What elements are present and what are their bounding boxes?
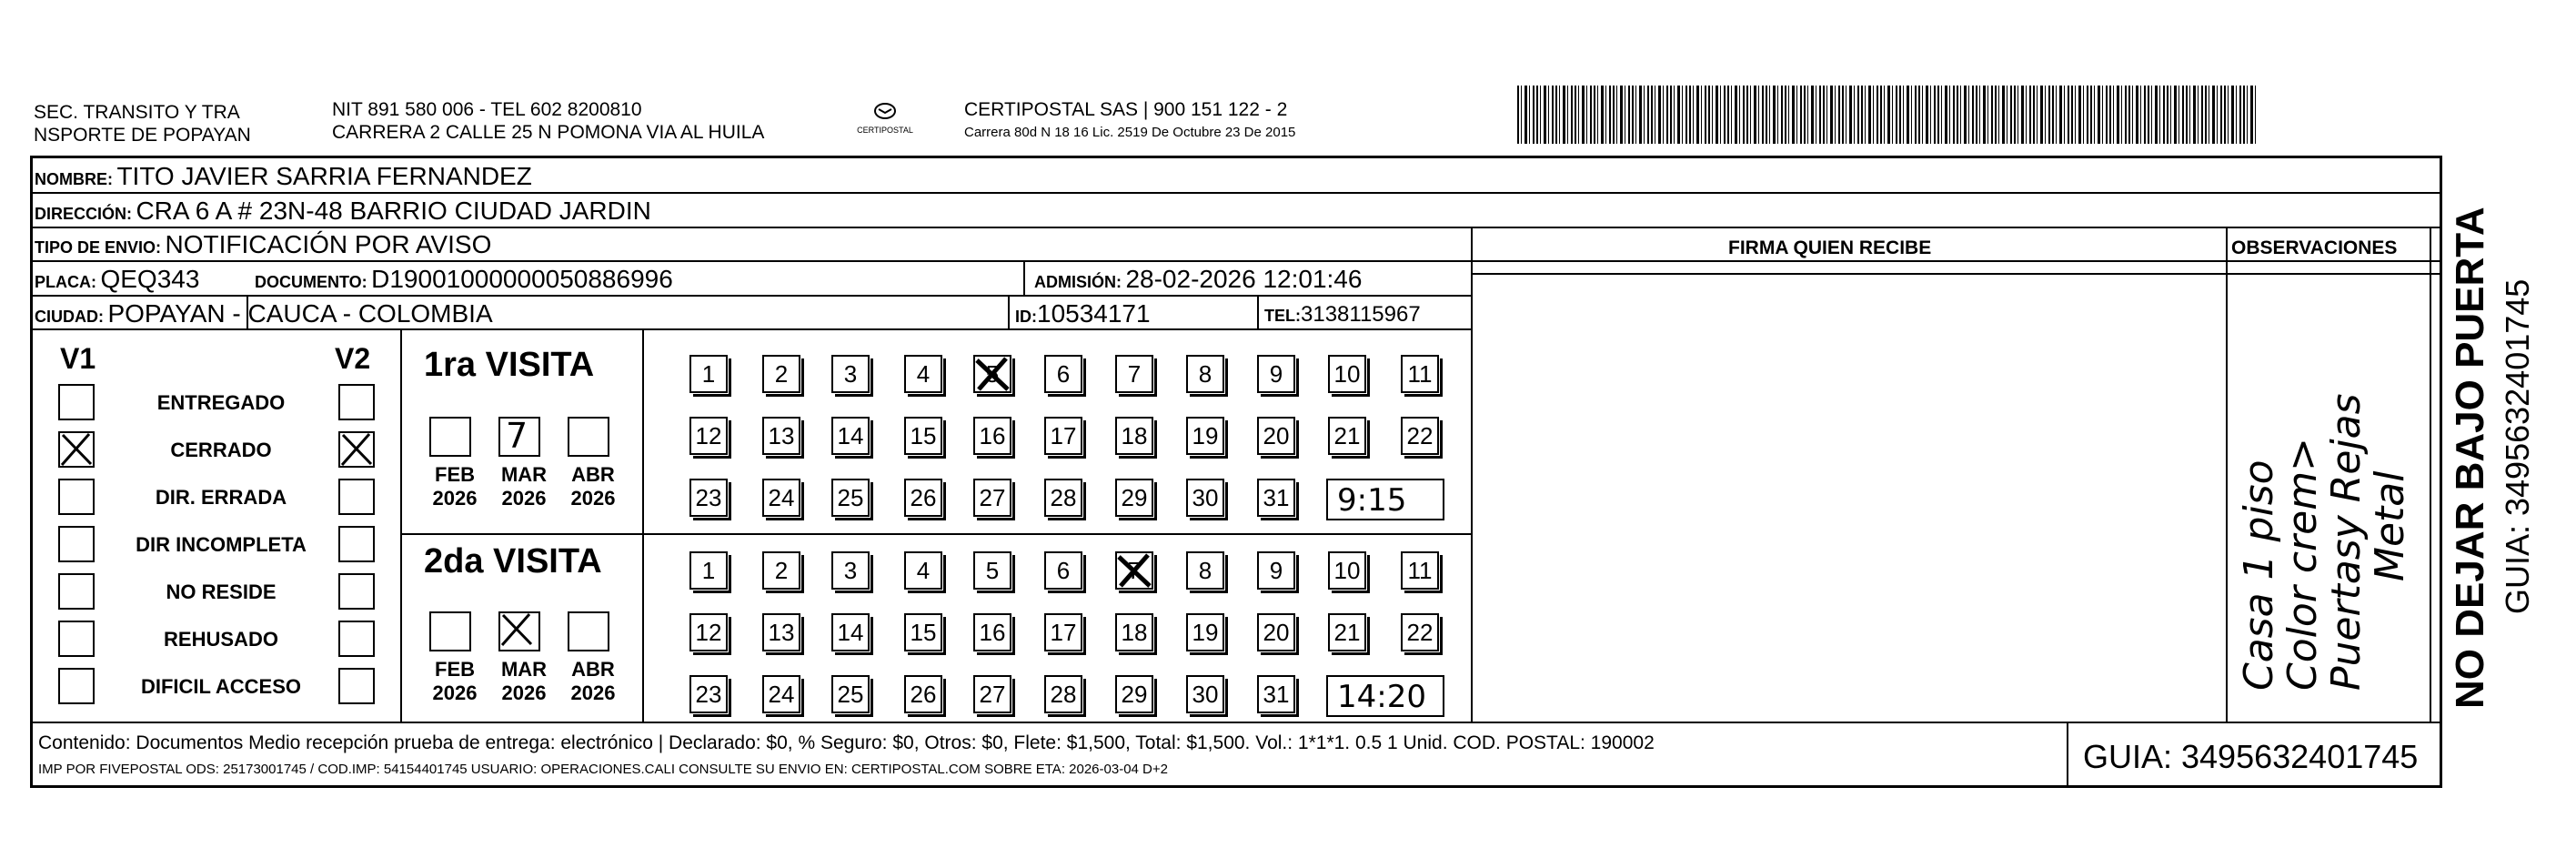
visit2-day-box[interactable] (904, 613, 942, 651)
admision-value: 28-02-2026 12:01:46 (1125, 265, 1363, 293)
visit1-day-number: 20 (1263, 422, 1290, 449)
sender-nit: NIT 891 580 006 - TEL 602 8200810 (332, 99, 642, 120)
visit2-day-box[interactable] (689, 551, 728, 590)
visit1-day-number: 5 (985, 360, 1000, 388)
visit2-day-number: 27 (979, 681, 1006, 708)
visit1-day-box[interactable] (904, 417, 942, 455)
visit2-day-box[interactable] (973, 675, 1011, 713)
nombre-row (35, 164, 532, 189)
visit2-month-name: ABR (571, 658, 615, 681)
visit1-day-number: 12 (695, 422, 722, 449)
visit1-day-box[interactable] (1044, 417, 1082, 455)
visit1-day-number: 23 (695, 484, 722, 511)
company-name: CERTIPOSTAL SAS | 900 151 122 - 2 (964, 99, 1288, 120)
visit1-month-box-1[interactable] (498, 417, 540, 457)
placa-cell (35, 267, 199, 292)
visit2-day-box[interactable] (762, 675, 800, 713)
visit2-day-number: 24 (768, 681, 795, 708)
visit1-day-number: 10 (1333, 360, 1361, 388)
visit1-day-box[interactable] (1044, 479, 1082, 517)
visit1-day-number: 31 (1263, 484, 1290, 511)
ciudad-label: CIUDAD: (35, 308, 104, 326)
tel-cell (1264, 304, 1421, 326)
visit1-day-box[interactable] (1257, 479, 1295, 517)
v2-checkbox-5[interactable] (338, 621, 375, 657)
visit1-day-number: 9 (1269, 360, 1283, 388)
nombre-value: TITO JAVIER SARRIA FERNANDEZ (116, 162, 532, 190)
v2-checkbox-2[interactable] (338, 479, 375, 515)
visit2-day-number: 17 (1050, 619, 1077, 646)
visit2-day-box[interactable] (1186, 551, 1224, 590)
v2-checkbox-3[interactable] (338, 526, 375, 562)
visit1-day-number: 28 (1050, 484, 1077, 511)
visit2-day-box[interactable] (831, 613, 870, 651)
documento-label: DOCUMENTO: (255, 273, 367, 291)
visit1-day-number: 4 (916, 360, 931, 388)
visit2-day-number: 28 (1050, 681, 1077, 708)
visit1-day-number: 21 (1333, 422, 1361, 449)
visit1-month-year: 2026 (432, 487, 478, 510)
visit1-month-year: 2026 (570, 487, 616, 510)
visit1-day-box[interactable] (1186, 417, 1224, 455)
visit1-title: 1ra VISITA (424, 346, 595, 384)
visit2-day-number: 30 (1192, 681, 1219, 708)
observaciones-area (2231, 278, 2426, 718)
visit1-day-box[interactable] (831, 355, 870, 393)
footer-contenido: Contenido: Documentos Medio recepción prueba de entrega: electrónico | Declarado: $0, % Seguro: $0, Otros: $0, Flete: $1,500, Total: $1,500. Vol.: 1*1*1. 0.5 1 Unid. COD. POSTAL: 190002 (38, 732, 1655, 753)
visit2-day-number: 26 (910, 681, 937, 708)
v1-checkbox-0[interactable] (58, 384, 95, 420)
documento-value: D19001000000050886996 (371, 265, 673, 293)
documento-cell (255, 267, 673, 292)
visit1-day-box[interactable] (1186, 355, 1224, 393)
visit1-time-box[interactable] (1326, 479, 1444, 520)
visit1-day-number: 1 (701, 360, 716, 388)
visit2-time-box[interactable] (1326, 675, 1444, 717)
status-label: CERRADO (170, 439, 272, 461)
visit1-day-box[interactable] (1257, 417, 1295, 455)
visit1-day-number: 7 (1127, 360, 1142, 388)
visit2-title: 2da VISITA (424, 542, 602, 580)
visit2-day-box[interactable] (762, 551, 800, 590)
tel-value: 3138115967 (1301, 302, 1421, 327)
status-label: DIR. ERRADA (155, 486, 287, 509)
v1-checkbox-6[interactable] (58, 668, 95, 704)
id-value: 10534171 (1037, 299, 1151, 328)
visit2-day-number: 29 (1121, 681, 1148, 708)
visit2-day-number: 13 (768, 619, 795, 646)
visit1-day-number: 25 (837, 484, 864, 511)
id-cell (1015, 301, 1151, 327)
visit2-day-number: 1 (701, 557, 716, 584)
firma-header: FIRMA QUIEN RECIBE (1728, 237, 1932, 258)
visit1-day-box[interactable] (1044, 355, 1082, 393)
ciudad-cell (35, 301, 493, 327)
visit2-day-box[interactable] (689, 675, 728, 713)
visit2-day-box[interactable] (1257, 613, 1295, 651)
visit1-day-box[interactable] (973, 417, 1011, 455)
visit2-day-number: 2 (774, 557, 789, 584)
visit2-day-number: 19 (1192, 619, 1219, 646)
visit2-day-number: 21 (1333, 619, 1361, 646)
visit2-month-name: FEB (435, 658, 475, 681)
barcode (1517, 86, 2256, 144)
v2-header: V2 (335, 342, 371, 375)
visit2-day-box[interactable] (904, 551, 942, 590)
visit1-day-box[interactable] (1328, 417, 1366, 455)
v1-checkbox-1[interactable] (58, 431, 95, 468)
status-label: NO RESIDE (166, 580, 277, 603)
visit1-day-number: 19 (1192, 422, 1219, 449)
sender-name-line1: SEC. TRANSITO Y TRA (34, 102, 240, 123)
visit2-day-box[interactable] (1186, 613, 1224, 651)
v1-checkbox-4[interactable] (58, 573, 95, 610)
visit2-day-box[interactable] (1328, 613, 1366, 651)
visit1-day-number: 13 (768, 422, 795, 449)
observaciones-line: Casa 1 piso (2236, 459, 2282, 691)
direccion-value: CRA 6 A # 23N-48 BARRIO CIUDAD JARDIN (136, 197, 651, 225)
visit1-month-mark: 7 (506, 416, 528, 456)
placa-value: QEQ343 (100, 265, 200, 293)
visit2-day-box[interactable] (831, 551, 870, 590)
observaciones-header: OBSERVACIONES (2231, 237, 2398, 258)
visit1-day-box[interactable] (762, 417, 800, 455)
visit2-day-box[interactable] (1257, 675, 1295, 713)
visit1-day-box[interactable] (904, 355, 942, 393)
visit1-day-number: 30 (1192, 484, 1219, 511)
visit1-day-number: 3 (843, 360, 858, 388)
visit1-day-box[interactable] (973, 355, 1011, 393)
visit2-day-number: 9 (1269, 557, 1283, 584)
visit2-month-box-0[interactable] (429, 611, 471, 651)
visit2-day-box[interactable] (904, 675, 942, 713)
visit2-day-number: 5 (985, 557, 1000, 584)
no-dejar-bajo-puerta: NO DEJAR BAJO PUERTA (2448, 207, 2492, 709)
v1-checkbox-5[interactable] (58, 621, 95, 657)
visit1-day-box[interactable] (831, 417, 870, 455)
visit1-month-year: 2026 (501, 487, 547, 510)
side-guia: GUIA: 3495632401745 (2499, 278, 2536, 614)
admision-cell (1034, 267, 1362, 292)
sender-address: CARRERA 2 CALLE 25 N POMONA VIA AL HUILA (332, 122, 765, 143)
visit2-month-year: 2026 (501, 681, 547, 704)
visit2-month-box-1[interactable] (498, 611, 540, 651)
visit2-day-number: 7 (1127, 557, 1142, 584)
visit1-day-number: 17 (1050, 422, 1077, 449)
visit1-day-number: 2 (774, 360, 789, 388)
v2-checkbox-1[interactable] (338, 431, 375, 468)
visit1-day-box[interactable] (973, 479, 1011, 517)
visit2-day-box[interactable] (1044, 613, 1082, 651)
visit1-day-number: 16 (979, 422, 1006, 449)
visit2-day-number: 15 (910, 619, 937, 646)
visit1-day-box[interactable] (1115, 479, 1153, 517)
visit1-month-box-0[interactable] (429, 417, 471, 457)
visit1-day-box[interactable] (831, 479, 870, 517)
visit2-day-box[interactable] (1401, 551, 1439, 590)
visit1-day-box[interactable] (689, 355, 728, 393)
visit2-day-box[interactable] (1328, 551, 1366, 590)
visit1-day-box[interactable] (1401, 417, 1439, 455)
visit2-day-box[interactable] (1115, 551, 1153, 590)
visit1-month-box-2[interactable] (568, 417, 609, 457)
company-license: Carrera 80d N 18 16 Lic. 2519 De Octubre 23 De 2015 (964, 125, 1296, 140)
tipo-envio-label: TIPO DE ENVIO: (35, 238, 162, 257)
sender-name-line2: NSPORTE DE POPAYAN (34, 125, 251, 146)
visit2-day-box[interactable] (1115, 675, 1153, 713)
ciudad-value: POPAYAN - CAUCA - COLOMBIA (107, 299, 493, 328)
observaciones-line: Metal (2367, 470, 2413, 581)
visit2-month-year: 2026 (432, 681, 478, 704)
visit2-day-box[interactable] (973, 551, 1011, 590)
direccion-row (35, 198, 651, 224)
visit2-month-box-2[interactable] (568, 611, 609, 651)
status-label: REHUSADO (164, 628, 278, 651)
id-label: ID: (1015, 308, 1037, 326)
visit1-day-box[interactable] (1401, 355, 1439, 393)
tipo-envio-value: NOTIFICACIÓN POR AVISO (165, 230, 492, 258)
visit1-day-box[interactable] (689, 479, 728, 517)
visit1-day-box[interactable] (1328, 355, 1366, 393)
visit2-day-box[interactable] (1257, 551, 1295, 590)
visit2-day-box[interactable] (831, 675, 870, 713)
nombre-label: NOMBRE: (35, 170, 113, 188)
v2-checkbox-6[interactable] (338, 668, 375, 704)
logo-text: CERTIPOSTAL (857, 126, 913, 135)
visit1-day-number: 18 (1121, 422, 1148, 449)
certipostal-logo (844, 96, 926, 140)
v1-checkbox-3[interactable] (58, 526, 95, 562)
visit2-day-number: 16 (979, 619, 1006, 646)
visit2-day-box[interactable] (762, 613, 800, 651)
footer-imp: IMP POR FIVEPOSTAL ODS: 25173001745 / COD.IMP: 54154401745 USUARIO: OPERACIONES.CALI CONSULTE SU ENVIO EN: CERTIPOSTAL.COM SOBRE ETA: 2026-03-04 D+2 (38, 762, 1168, 777)
visit2-day-number: 23 (695, 681, 722, 708)
v2-checkbox-0[interactable] (338, 384, 375, 420)
visit1-day-number: 27 (979, 484, 1006, 511)
visit2-day-box[interactable] (1401, 613, 1439, 651)
v1-header: V1 (60, 342, 96, 375)
visit2-month-year: 2026 (570, 681, 616, 704)
placa-label: PLACA: (35, 273, 96, 291)
visit2-day-number: 18 (1121, 619, 1148, 646)
visit1-day-box[interactable] (1257, 355, 1295, 393)
admision-label: ADMISIÓN: (1034, 273, 1122, 291)
visit2-day-box[interactable] (1044, 551, 1082, 590)
visit1-day-number: 24 (768, 484, 795, 511)
visit1-day-number: 11 (1407, 360, 1433, 388)
v2-checkbox-4[interactable] (338, 573, 375, 610)
footer-guia: GUIA: 3495632401745 (2083, 738, 2419, 775)
visit1-day-box[interactable] (1115, 417, 1153, 455)
visit2-day-number: 3 (843, 557, 858, 584)
status-label: DIFICIL ACCESO (140, 675, 301, 698)
visit1-day-number: 29 (1121, 484, 1148, 511)
visit2-day-box[interactable] (1186, 675, 1224, 713)
visit2-day-box[interactable] (973, 613, 1011, 651)
visit2-day-number: 8 (1198, 557, 1213, 584)
visit1-day-box[interactable] (904, 479, 942, 517)
visit1-month-name: FEB (435, 463, 475, 486)
visit2-day-number: 31 (1263, 681, 1290, 708)
visit1-day-number: 8 (1198, 360, 1213, 388)
visit1-day-number: 22 (1406, 422, 1434, 449)
visit1-day-number: 15 (910, 422, 937, 449)
visit2-day-number: 11 (1407, 557, 1433, 584)
v1-checkbox-2[interactable] (58, 479, 95, 515)
visit1-month-name: MAR (500, 463, 548, 486)
observaciones-line: Color crem> (2279, 438, 2326, 691)
visit2-day-box[interactable] (689, 613, 728, 651)
status-label: ENTREGADO (156, 391, 286, 414)
visit1-day-box[interactable] (689, 417, 728, 455)
observaciones-line: Puertasy Rejas (2323, 393, 2370, 691)
status-label: DIR INCOMPLETA (136, 533, 307, 556)
visit2-day-number: 14 (837, 619, 864, 646)
visit2-day-number: 6 (1056, 557, 1071, 584)
visit2-day-box[interactable] (1115, 613, 1153, 651)
visit1-day-box[interactable] (1186, 479, 1224, 517)
visit1-day-number: 26 (910, 484, 937, 511)
visit1-day-box[interactable] (762, 479, 800, 517)
visit2-day-number: 12 (695, 619, 722, 646)
visit1-day-number: 14 (837, 422, 864, 449)
visit1-month-name: ABR (571, 463, 615, 486)
visit1-time: 9:15 (1337, 482, 1407, 519)
visit2-day-number: 20 (1263, 619, 1290, 646)
visit2-day-number: 22 (1406, 619, 1434, 646)
visit1-day-box[interactable] (1115, 355, 1153, 393)
visit1-day-number: 6 (1056, 360, 1071, 388)
visit1-day-box[interactable] (762, 355, 800, 393)
direccion-label: DIRECCIÓN: (35, 205, 132, 223)
visit2-day-box[interactable] (1044, 675, 1082, 713)
visit2-day-number: 25 (837, 681, 864, 708)
visit2-day-number: 4 (916, 557, 931, 584)
tel-label: TEL: (1264, 307, 1301, 325)
visit2-time: 14:20 (1337, 679, 1426, 715)
tipo-envio-row (35, 232, 491, 257)
side-text-area (2447, 177, 2547, 714)
visit2-month-name: MAR (500, 658, 548, 681)
visit2-day-number: 10 (1333, 557, 1361, 584)
